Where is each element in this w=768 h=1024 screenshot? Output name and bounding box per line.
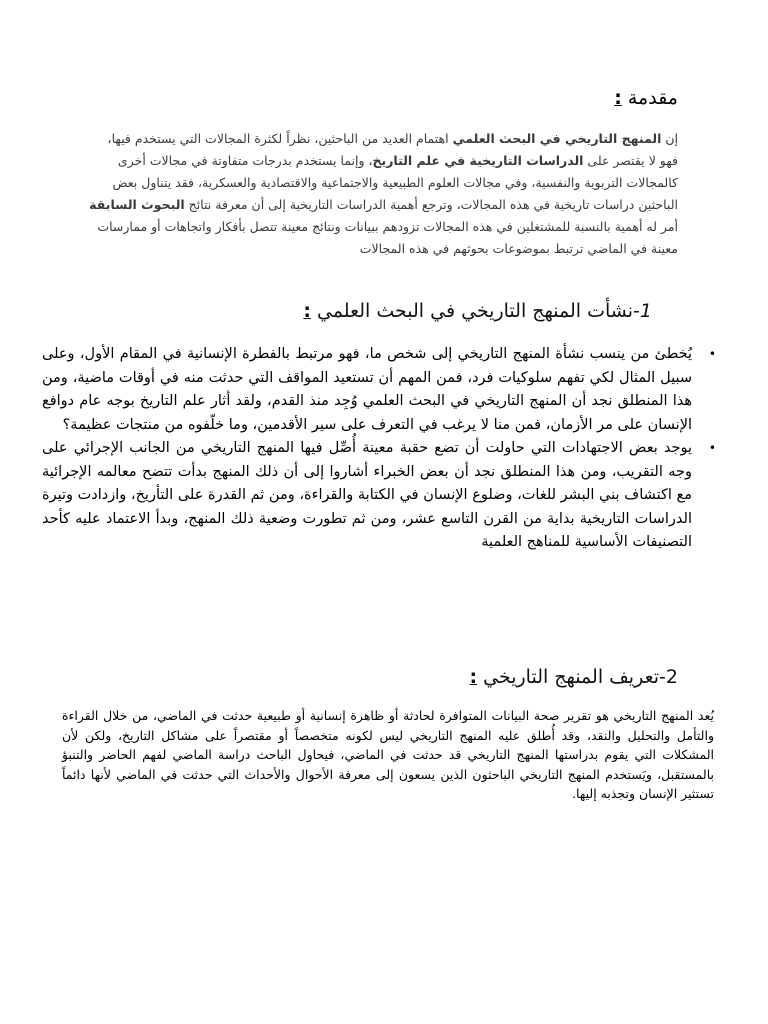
intro-text-c: اهتمام العديد من الباحثين، نظراً لكثرة المجالات التي يستخدم فيها، فهو لا يقتصر على — [107, 131, 678, 168]
intro-text-a: إن — [661, 131, 678, 146]
bullet-icon: • — [708, 441, 716, 455]
intro-text-e: ، وإنما يستخدم بدرجات متفاوتة في مجالات أخرى كالمجالات التربوية والنفسية، وفي مجالات العلوم الطبيعية والاجتماعية والاقتصادية والعسكرية، فقد يتناول بعض الباحثين دراسات تاريخية في هذه المجالات، وترجع أهمية الدراسات التاريخية إلى أن معرفة نتائج — [112, 153, 678, 212]
intro-heading — [614, 86, 678, 110]
section1-bullet-list — [42, 343, 714, 555]
bullet-text: يُخطئ من ينسب نشأة المنهج التاريخي إلى شخص ما، فهو مرتبط بالفطرة الإنسانية في المقام الأول، وعلى سبيل المثال لكي تفهم سلوكيات فرد، فمن المهم أن تستعيد المواقف التي حدثت منه في أوقات ماضية، ومن هذا المنطلق نجد أن المنهج التاريخي في البحث العلمي وُجِد منذ القدم، ولقد أثار علم التاريخ بوجه عام دوافع الإنسان على مر الأزمان، فمن منا لا يرغب في التعرف على سير الأقدمين، وما خلّفوه من منتجات عظيمة؟ — [42, 346, 692, 433]
intro-text-g: أمر له أهمية بالنسبة للمشتغلين في هذه المجالات تزودهم ببيانات ونتائج معينة تتصل بأفكار واتجاهات أو ممارسات معينة في الماضي ترتبط بموضوعات بحوثهم في هذه المجالات — [97, 219, 678, 256]
section1-number: 1 — [639, 300, 652, 322]
intro-bold-method: المنهج التاريخي في البحث العلمي — [452, 131, 662, 146]
section2-paragraph: يُعد المنهج التاريخي هو تقرير صحة البيانات المتوافرة لحادثة أو ظاهرة إنسانية أو طبيعية حدثت في الماضي، من خلال القراءة والتأمل والتحليل والنقد، وقد أُطلق عليه المنهج التاريخي ليس لكونه متخصصاً أو مقتصراً على مشاكل التاريخ، ولكن لأن المشكلات التي يقوم بدراستها المنهج التاريخي قد حدثت في الماضي، فيحاول الباحث دراسة الماضي لفهم الحاضر والتنبؤ بالمستقبل، ويَستخدم المنهج التاريخي الباحثون الذين يسعون إلى معرفة الأحوال والأحداث التي حدثت في الماضي لأنها دائماً تستثير الإنسان وتجذبه إليها. — [62, 708, 714, 801]
section1-title: -نشأت المنهج التاريخي في البحث العلمي — [310, 300, 640, 322]
section2-heading — [469, 664, 678, 690]
list-item — [42, 343, 716, 437]
intro-heading-colon: : — [614, 87, 622, 109]
intro-bold-history-studies: الدراسات التاريخية في علم التاريخ — [372, 153, 584, 168]
intro-paragraph — [88, 128, 678, 260]
bullet-text: يوجد بعض الاجتهادات التي حاولت أن تضع حقبة معينة أُصِّل فيها المنهج التاريخي من الجانب الإجرائي على وجه التقريب، ومن هذا المنطلق نجد أن بعض الخبراء أشاروا إلى أن ذلك المنهج بدأت تتضح معالمه الإجرائية مع اكتشاف بني البشر للغات، وضلوع الإنسان في الكتابة والقراءة، ومن ثم القدرة على التأريخ، وازدادت وتيرة الدراسات التاريخية بداية من القرن التاسع عشر، ومن ثم تطورت وضعية ذلك المنهج، وبدأ الاعتماد عليه كأحد التصنيفات الأساسية للمناهج العلمية — [42, 440, 692, 550]
section2-title: 2-تعريف المنهج التاريخي — [477, 666, 678, 688]
section1-heading — [303, 298, 652, 324]
bullet-icon: • — [708, 347, 716, 361]
list-item — [42, 437, 716, 555]
section1-colon: : — [303, 300, 311, 322]
section2-colon: : — [469, 666, 478, 688]
intro-heading-text: مقدمة — [627, 87, 678, 109]
intro-bold-previous-research: البحوث السابقة — [89, 197, 185, 212]
